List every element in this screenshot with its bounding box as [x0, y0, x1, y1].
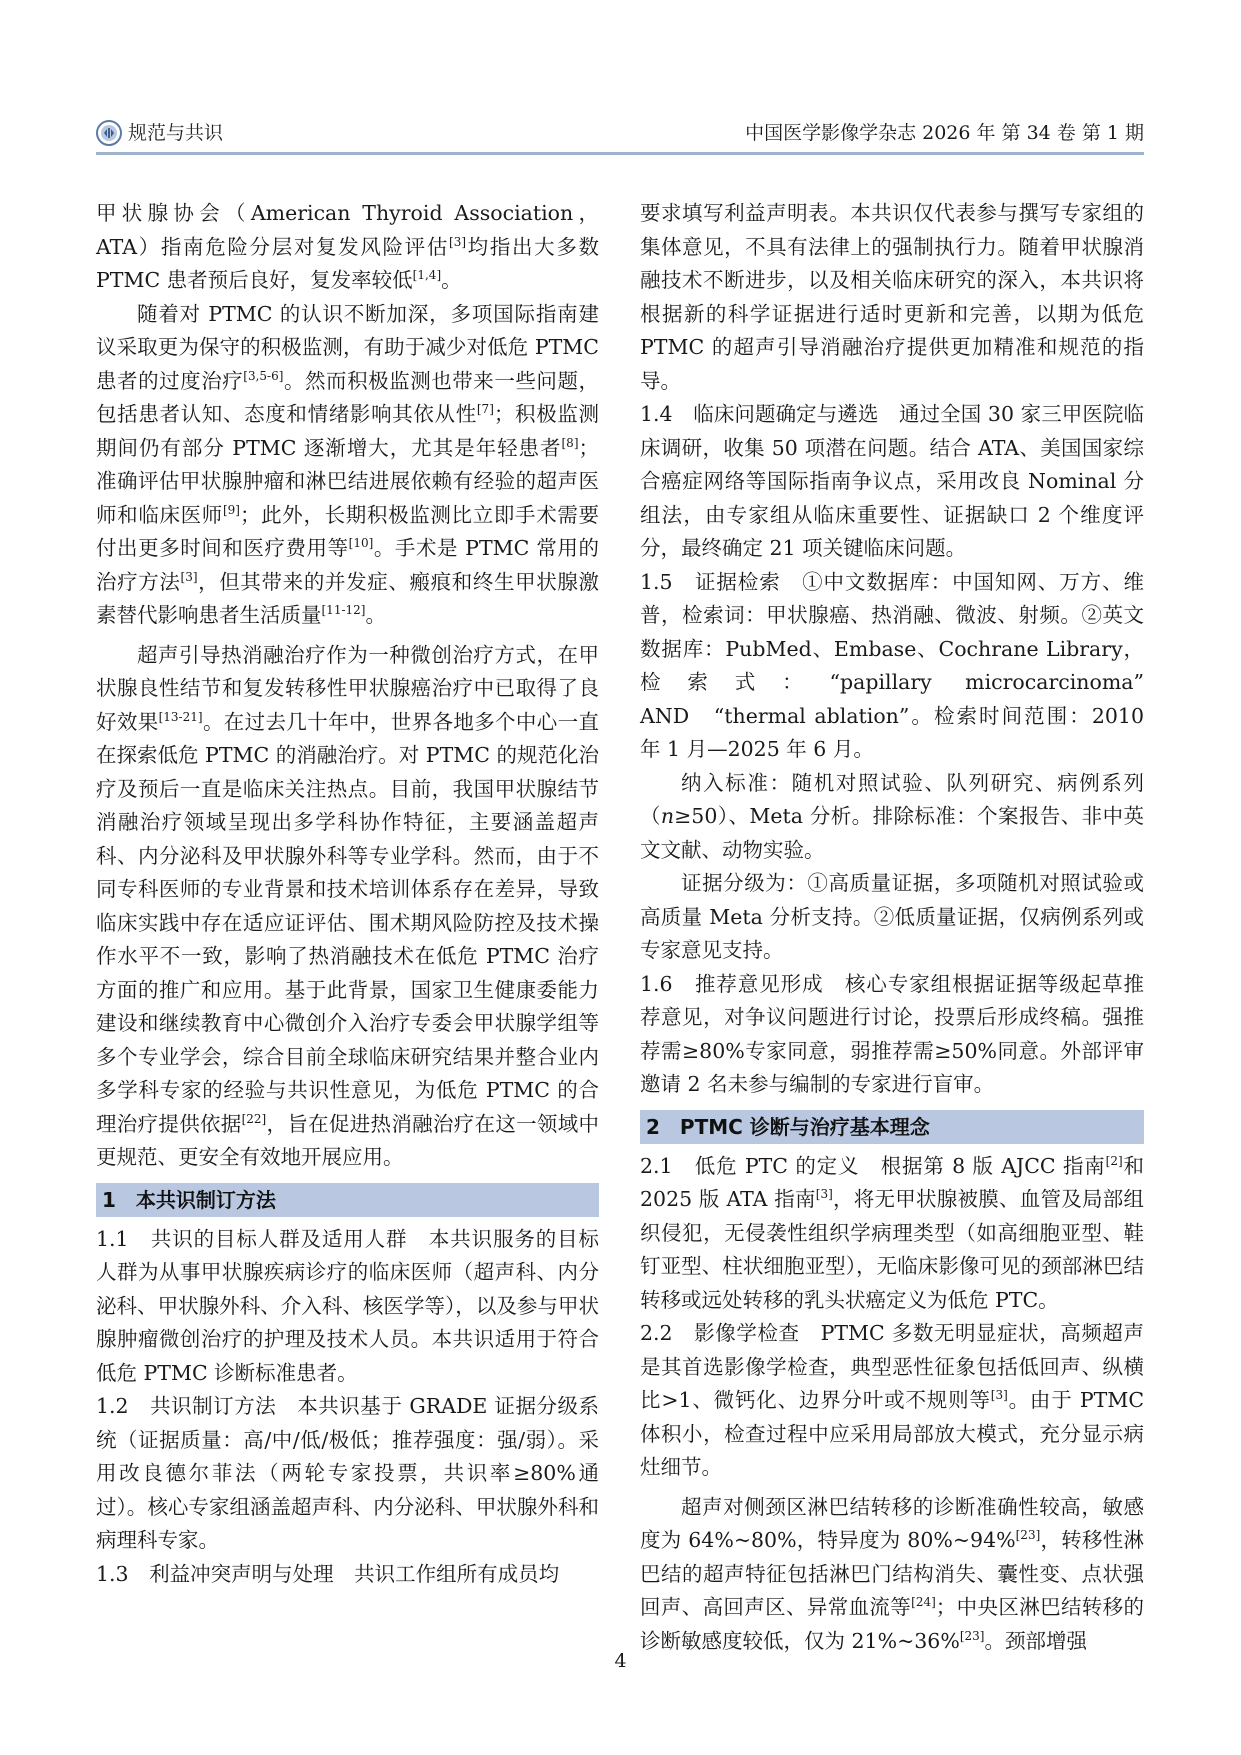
subsection-paragraph: 1.6 推荐意见形成 核心专家组根据证据等级起草推荐意见，对争议问题进行讨论，投票后形成终稿。强推荐需≥80%专家同意，弱推荐需≥50%同意。外部评审邀请 2 名未参与编制的专家进行盲审。 [640, 971, 1144, 1096]
paragraph: 证据分级为：①高质量证据，多项随机对照试验或高质量 Meta 分析支持。②低质量证据，仅病例系列或专家意见支持。 [640, 871, 1144, 962]
header-rule [96, 152, 1144, 155]
citation: [23] [959, 1628, 985, 1643]
citation: [24] [911, 1595, 936, 1609]
citation: [8] [561, 435, 579, 450]
section-heading: 2 PTMC 诊断与治疗基本理念 [640, 1110, 1144, 1144]
citation: [10] [348, 536, 374, 550]
right-column [640, 197, 1165, 1658]
subsection-paragraph: 1.5 证据检索 ①中文数据库：中国知网、万方、维普，检索词：甲状腺癌、热消融、微波、射频。②英文数据库：PubMed、Embase、Cochrane Library，检索式：“papillary microcarcinoma” AND “thermal ablation”。检索时间范围：2010 年 1 月—2025 年 6 月。 [640, 569, 1165, 761]
subsection-paragraph: 1.3 利益冲突声明与处理 共识工作组所有成员均 [96, 1561, 560, 1586]
page-number: 4 [614, 1650, 627, 1672]
paragraph: 纳入标准：随机对照试验、队列研究、病例系列（n≥50）、Meta 分析。排除标准：个案报告、非中英文文献、动物实验。 [640, 770, 1144, 862]
citation: [1,4] [412, 268, 442, 282]
journal-issue: 中国医学影像学杂志 2026 年 第 34 卷 第 1 期 [745, 122, 1144, 144]
citation: [23] [1015, 1528, 1041, 1542]
paragraph: 随着对 PTMC 的认识不断加深，多项国际指南建议采取更为保守的积极监测，有助于减少对低危 PTMC 患者的过度治疗[3,5-6]。然而积极监测也带来一些问题，包括患者认知、态度和情绪影响其依从性[7]；积极监测期间仍有部分 PTMC 逐渐增大，尤其是年轻患者[8]；准确评估甲状腺肿瘤和淋巴结进展依赖有经验的超声医师和临床医师[9]；此外，长期积极监测比立即手术需要付出更多时间和医疗费用等[10]。手术是 PTMC 常用的治疗方法[3]，但其带来的并发症、瘢痕和终生甲状腺激素替代影响患者生活质量[11-12]。 [96, 301, 600, 627]
running-header [96, 118, 1144, 154]
citation: [3] [449, 234, 467, 249]
citation: [3] [180, 569, 198, 584]
subsection-paragraph: 1.1 共识的目标人群及适用人群 本共识服务的目标人群为从事甲状腺疾病诊疗的临床医师（超声科、内分泌科、甲状腺外科、介入科、核医学等），以及参与甲状腺肿瘤微创治疗的护理及技术人员。本共识适用于符合低危 PTMC 诊断标准患者。 [96, 1226, 599, 1385]
citation: [9] [222, 502, 240, 517]
citation: [3] [990, 1388, 1008, 1402]
citation: [22] [241, 1111, 267, 1126]
paragraph: 甲状腺协会（American Thyroid Association，ATA）指南危险分层对复发风险评估[3]均指出大多数 PTMC 患者预后良好，复发率较低[1,4]。 [96, 201, 600, 292]
citation: [11-12] [321, 603, 366, 617]
citation: [7] [476, 402, 494, 416]
section-label: 规范与共识 [128, 122, 224, 144]
subsection-paragraph: 1.4 临床问题确定与遴选 通过全国 30 家三甲医院临床调研，收集 50 项潜在问题。结合 ATA、美国国家综合癌症网络等国际指南争议点，采用改良 Nominal 分组法，由专家组从临床重要性、证据缺口 2 个维度评分，最终确定 21 项关键临床问题。 [640, 402, 1144, 560]
paragraph: 超声引导热消融治疗作为一种微创治疗方式，在甲状腺良性结节和复发转移性甲状腺癌治疗中已取得了良好效果[13-21]。在过去几十年中，世界各地多个中心一直在探索低危 PTMC 的消融治疗。对 PTMC 的规范化治疗及预后一直是临床关注热点。目前，我国甲状腺结节消融治疗领域呈现出多学科协作特征，主要涵盖超声科、内分泌科及甲状腺外科等专业学科。然而，由于不同专科医师的专业背景和技术培训体系存在差异，导致临床实践中存在适应证评估、围术期风险防控及技术操作水平不一致，影响了热消融技术在低危 PTMC 治疗方面的推广和应用。基于此背景，国家卫生健康委能力建设和继续教育中心微创介入治疗专委会甲状腺学组等多个专业学会，综合目前全球临床研究结果并整合业内多学科专家的经验与共识性意见，为低危 PTMC 的合理治疗提供依据[22]，旨在促进热消融治疗在这一领域中更规范、更安全有效地开展应用。 [96, 642, 600, 1169]
subsection-paragraph: 2.2 影像学检查 PTMC 多数无明显症状，高频超声是其首选影像学检查，典型恶性征象包括低回声、纵横比>1、微钙化、边界分叶或不规则等[3]。由于 PTMC 体积小，检查过程中应采用局部放大模式，充分显示病灶细节。 [640, 1321, 1144, 1479]
paragraph: 要求填写利益声明表。本共识仅代表参与撰写专家组的集体意见，不具有法律上的强制执行力。随着甲状腺消融技术不断进步，以及相关临床研究的深入，本共识将根据新的科学证据进行适时更新和完善，以期为低危 PTMC 的超声引导消融治疗提供更加精准和规范的指导。 [640, 201, 1144, 393]
citation: [13-21] [158, 709, 203, 724]
subsection-paragraph: 1.2 共识制订方法 本共识基于 GRADE 证据分级系统（证据质量：高/中/低/极低；推荐强度：强/弱）。采用改良德尔菲法（两轮专家投票，共识率≥80%通过）。核心专家组涵盖超声科、内分泌科、甲状腺外科和病理科专家。 [96, 1394, 599, 1552]
paragraph: 超声对侧颈区淋巴结转移的诊断准确性较高，敏感度为 64%~80%，特异度为 80%~94%[23]，转移性淋巴结的超声特征包括淋巴门结构消失、囊性变、点状强回声、高回声区、异常血流等[24]；中央区淋巴结转移的诊断敏感度较低，仅为 21%~36%[23]。颈部增强 [640, 1494, 1145, 1653]
citation: [2] [1105, 1153, 1123, 1168]
subsection-paragraph: 2.1 低危 PTC 的定义 根据第 8 版 AJCC 指南[2]和 2025 版 ATA 指南[3]，将无甲状腺被膜、血管及局部组织侵犯，无侵袭性组织学病理类型（如高细胞亚型、鞋钉亚型、柱状细胞亚型），无临床影像可见的颈部淋巴结转移或远处转移的乳头状癌定义为低危 PTC。 [640, 1153, 1145, 1312]
journal-logo-icon [96, 120, 122, 146]
citation: [3,5-6] [243, 368, 284, 383]
section-heading: 1 本共识制订方法 [96, 1183, 599, 1217]
left-column [96, 197, 599, 1591]
citation: [3] [815, 1187, 833, 1201]
